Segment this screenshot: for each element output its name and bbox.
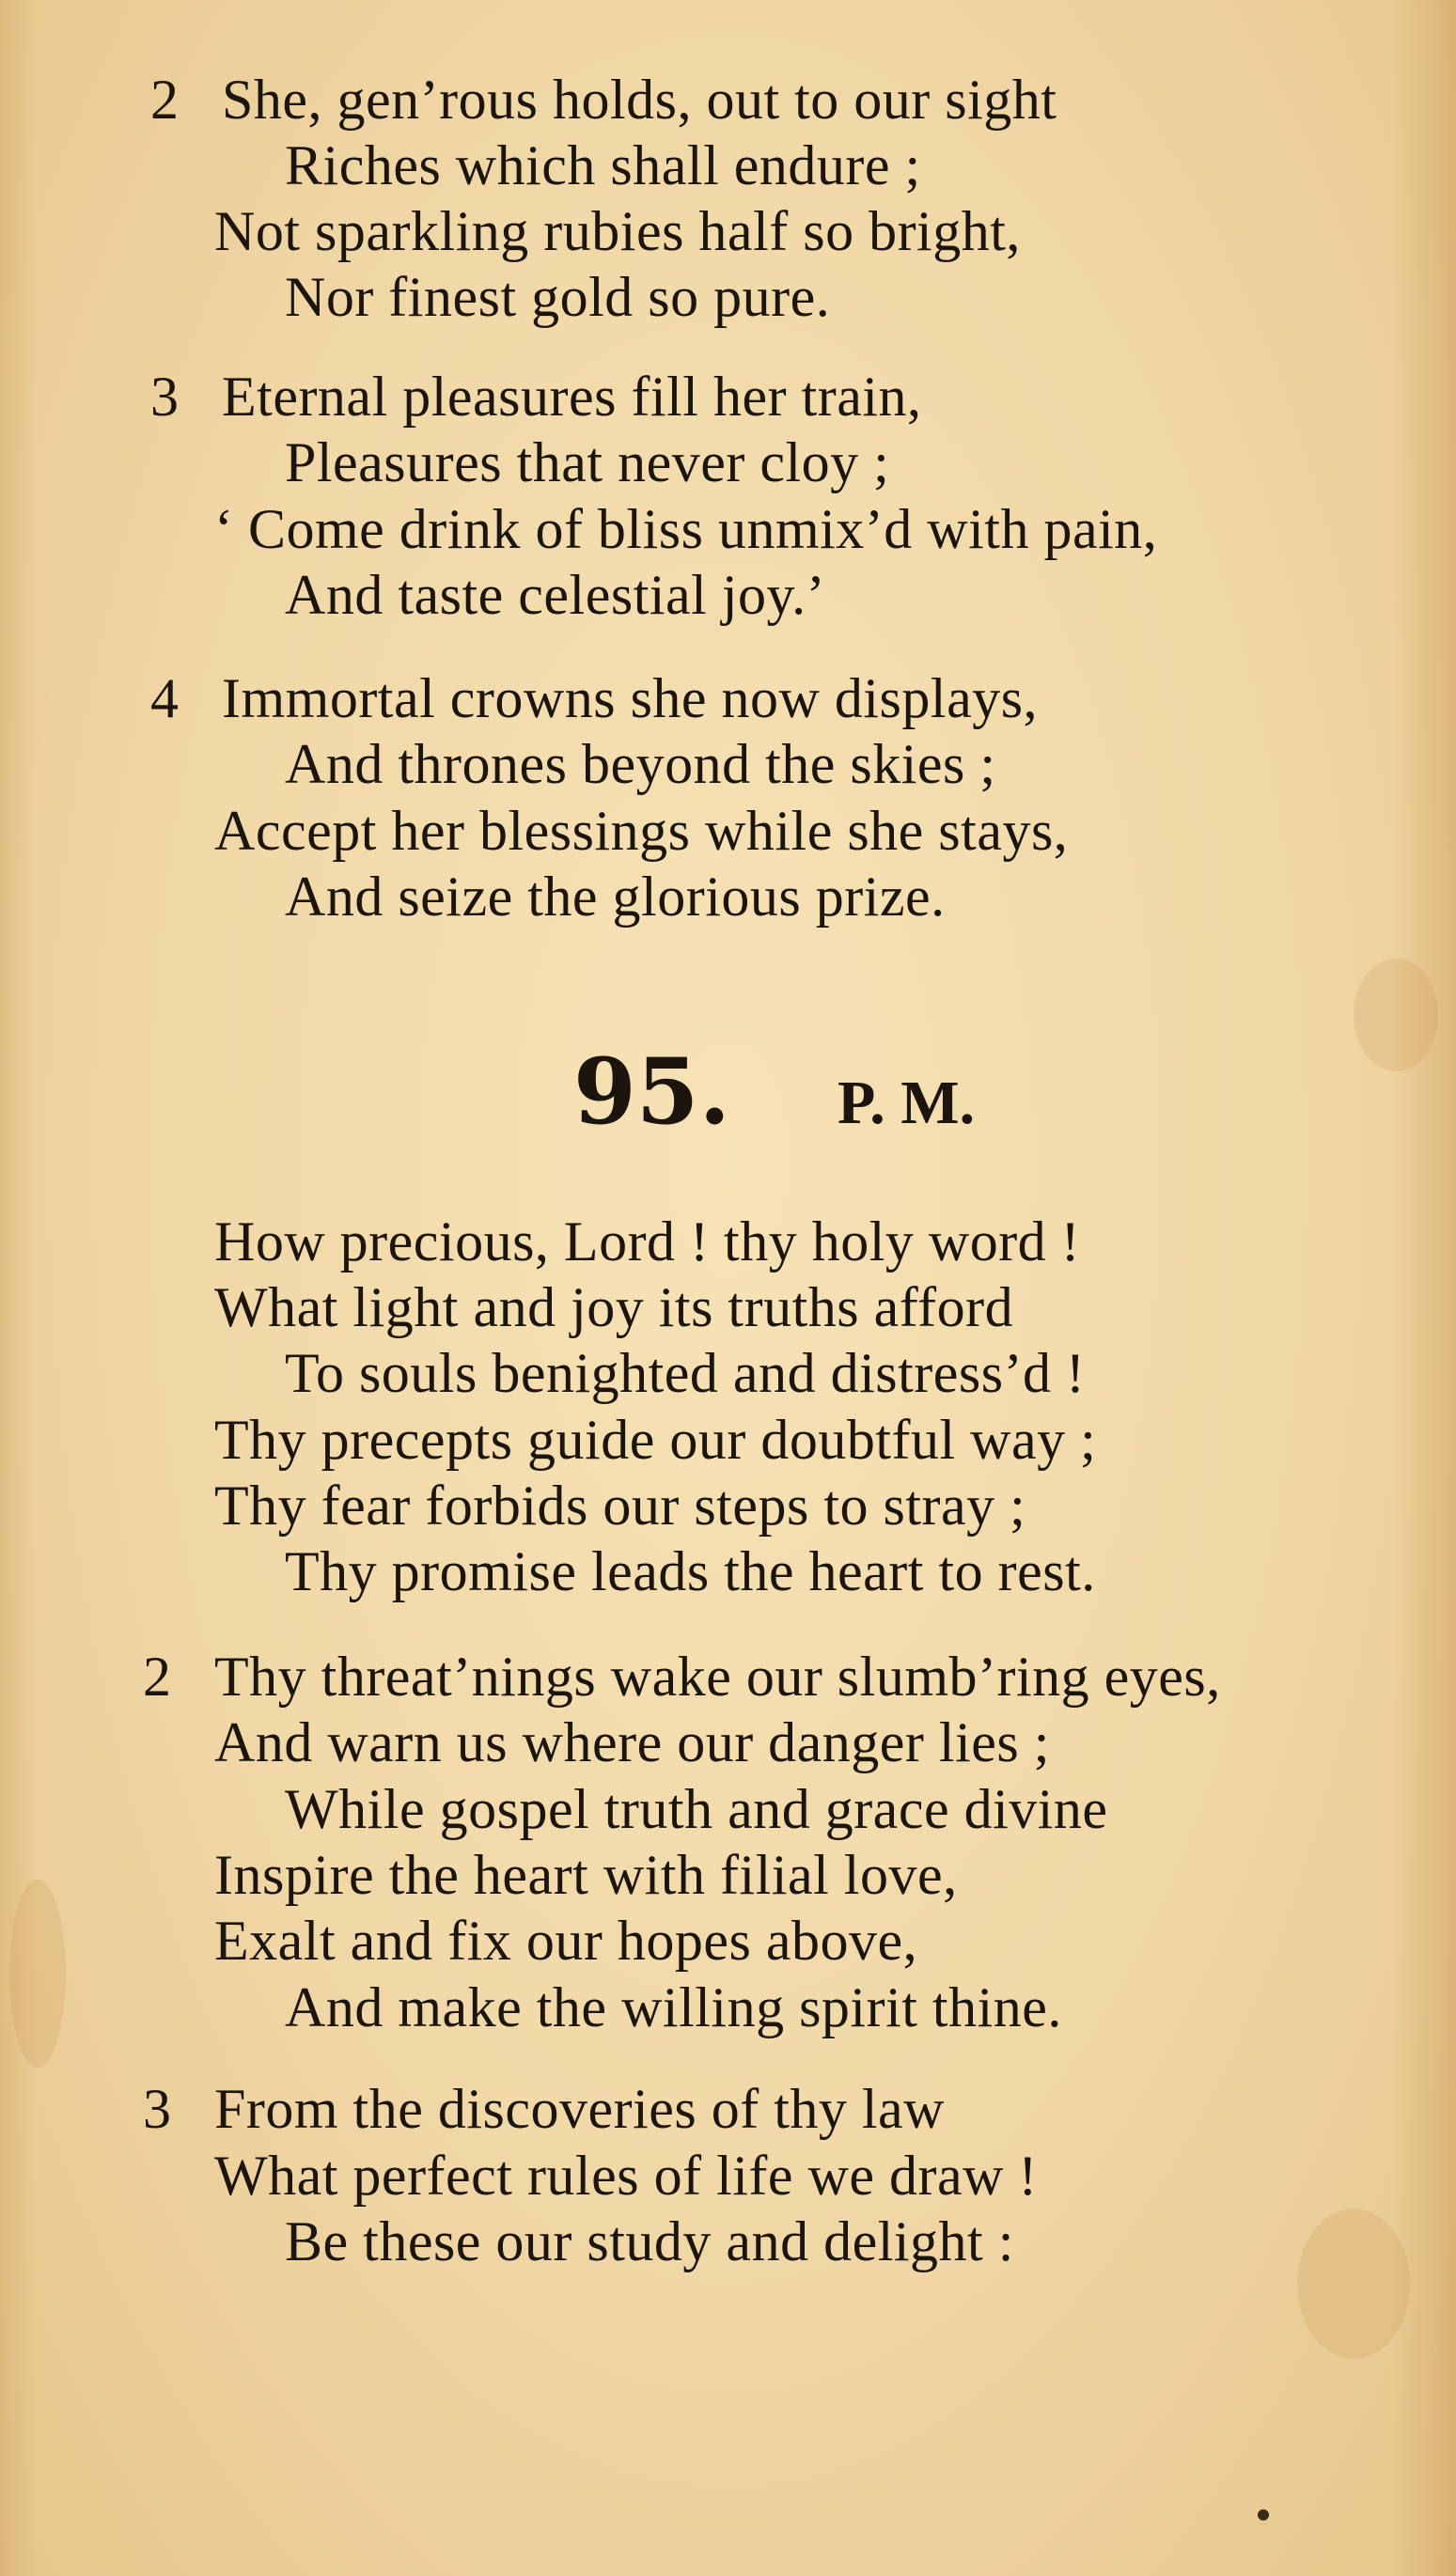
stanza-number: 2 <box>150 69 179 131</box>
page-edge-right <box>1390 0 1456 2576</box>
verse-line: And thrones beyond the skies ; <box>285 733 996 795</box>
verse-line: Inspire the heart with filial love, <box>214 1844 958 1906</box>
stanza-number: 4 <box>150 667 179 729</box>
paper-stain <box>1354 959 1438 1071</box>
verse-line: Immortal crowns she now displays, <box>222 667 1039 729</box>
verse-line: Exalt and fix our hopes above, <box>214 1910 918 1972</box>
paper-stain <box>1297 2209 1410 2359</box>
verse-line: Accept her blessings while she stays, <box>214 800 1069 862</box>
verse-line: ‘ Come drink of bliss unmix’d with pain, <box>214 498 1158 560</box>
hymn-meter: P. M. <box>838 1069 976 1137</box>
verse-line: And seize the glorious prize. <box>285 866 946 928</box>
verse-line: Be these our study and delight : <box>285 2210 1014 2272</box>
stanza-number: 2 <box>143 1646 171 1708</box>
hymn-number: 95. <box>573 1038 731 1145</box>
verse-line: And make the willing spirit thine. <box>285 1976 1062 2038</box>
verse-line: Pleasures that never cloy ; <box>285 431 890 493</box>
page-edge-left <box>0 0 38 2576</box>
stanza-number: 3 <box>150 366 179 428</box>
paper-stain <box>9 1880 66 2068</box>
verse-line: And taste celestial joy.’ <box>285 564 826 626</box>
verse-line: To souls benighted and distress’d ! <box>285 1342 1086 1404</box>
verse-line: While gospel truth and grace divine <box>285 1778 1108 1840</box>
ink-speck <box>1258 2509 1269 2521</box>
verse-line: Eternal pleasures fill her train, <box>222 366 922 428</box>
hymn-heading <box>573 1038 976 1145</box>
verse-line: Thy precepts guide our doubtful way ; <box>214 1409 1097 1471</box>
verse-line: And warn us where our danger lies ; <box>214 1711 1050 1773</box>
verse-line: Nor finest gold so pure. <box>285 266 831 328</box>
stanza-number: 3 <box>143 2078 171 2140</box>
verse-line: Thy promise leads the heart to rest. <box>285 1540 1096 1602</box>
verse-line: Riches which shall endure ; <box>285 134 921 196</box>
verse-line: What perfect rules of life we draw ! <box>214 2145 1038 2207</box>
verse-line: What light and joy its truths afford <box>214 1276 1014 1338</box>
verse-line: Thy fear forbids our steps to stray ; <box>214 1475 1026 1537</box>
verse-line: How precious, Lord ! thy holy word ! <box>214 1210 1081 1272</box>
verse-line: Not sparkling rubies half so bright, <box>214 200 1021 262</box>
verse-line: She, gen’rous holds, out to our sight <box>222 69 1057 131</box>
verse-line: Thy threat’nings wake our slumb’ring eyes, <box>214 1646 1221 1708</box>
verse-line: From the discoveries of thy law <box>214 2078 946 2140</box>
